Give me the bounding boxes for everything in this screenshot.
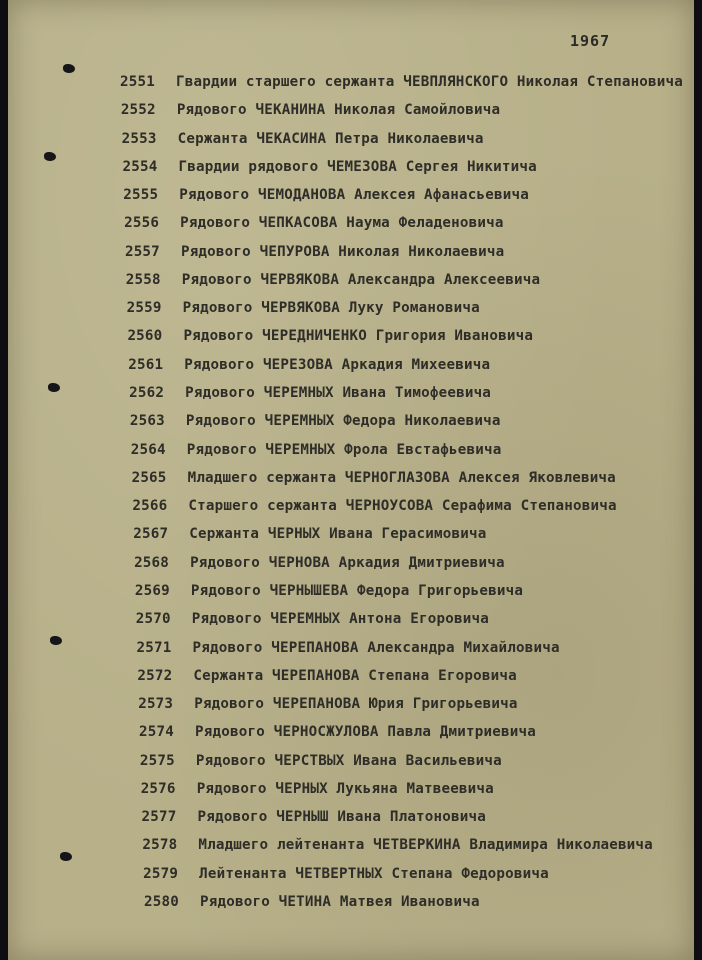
punch-hole [63, 64, 75, 73]
entry-text: Рядового ЧЕРЕМНЫХ Антона Егоровича [191, 611, 489, 628]
entry-text: Рядового ЧЕРНЫШ Ивана Платоновича [197, 809, 486, 826]
entry-number: 2564 [130, 441, 166, 458]
entry-text: Рядового ЧЕРЕПАНОВА Александра Михайловича [192, 639, 560, 656]
entry-number: 2578 [142, 837, 178, 854]
list-item [129, 383, 491, 403]
list-item [135, 581, 523, 601]
entry-number: 2556 [124, 215, 160, 232]
entry-text: Лейтенанта ЧЕТВЕРТНЫХ Степана Федоровича [199, 865, 549, 882]
entry-text: Рядового ЧЕРВЯКОВА Александра Алексеевича [181, 271, 541, 288]
entry-number: 2561 [128, 356, 164, 373]
entry-number: 2557 [124, 243, 160, 260]
list-item [130, 411, 501, 431]
entry-text: Рядового ЧЕКАНИНА Николая Самойловича [176, 102, 501, 119]
list-item [142, 807, 486, 827]
list-item [131, 440, 502, 460]
entry-text: Сержанта ЧЕРЕПАНОВА Степана Егоровича [193, 667, 517, 684]
entry-number: 2568 [134, 554, 170, 571]
entry-number: 2569 [134, 582, 170, 599]
entry-number: 2563 [129, 413, 165, 430]
list-item [138, 694, 517, 714]
entry-text: Гвардии старшего сержанта ЧЕВПЛЯНСКОГО Николая Степановича [176, 74, 684, 90]
entry-text: Рядового ЧЕРЕМНЫХ Фрола Евстафьевича [186, 441, 502, 458]
entry-text: Рядового ЧЕРЕМНЫХ Ивана Тимофеевича [185, 385, 492, 402]
list-item [137, 638, 560, 658]
entry-text: Рядового ЧЕРЕЗОВА Аркадия Михеевича [184, 356, 491, 373]
entry-number: 2574 [139, 724, 174, 741]
entry-text: Сержанта ЧЕРНЫХ Ивана Герасимовича [189, 526, 487, 543]
list-item [123, 185, 529, 205]
entry-number: 2559 [126, 300, 162, 317]
list-item [132, 468, 616, 488]
entry-number: 2576 [140, 780, 176, 797]
entry-number: 2572 [137, 667, 173, 684]
entry-text: Младшего сержанта ЧЕРНОГЛАЗОВА Алексея Яковлевича [187, 469, 616, 486]
entry-text: Рядового ЧЕРВЯКОВА Луку Романовича [182, 300, 480, 317]
document-page [8, 0, 694, 960]
punch-hole [48, 383, 60, 392]
list-item [124, 213, 503, 233]
punch-hole [60, 852, 72, 861]
entry-text: Рядового ЧЕРНЫШЕВА Федора Григорьевича [190, 582, 524, 599]
entry-text: Старшего сержанта ЧЕРНОУСОВА Серафима Степановича [188, 498, 617, 515]
entry-number: 2558 [125, 271, 161, 288]
list-item [127, 326, 533, 346]
entry-number: 2573 [138, 696, 174, 713]
page-number: 1967 [570, 32, 611, 50]
entry-number: 2567 [133, 526, 169, 543]
entry-number: 2566 [132, 498, 168, 515]
entry-number: 2562 [129, 385, 165, 402]
entry-number: 2555 [123, 187, 159, 204]
list-item [133, 524, 486, 544]
entry-number: 2554 [122, 158, 158, 175]
list-item [132, 496, 616, 516]
list-item [122, 129, 484, 149]
list-item [121, 100, 500, 120]
entry-text: Рядового ЧЕПУРОВА Николая Николаевича [180, 243, 505, 260]
punch-hole [44, 152, 56, 161]
list-item [125, 242, 504, 262]
entry-text: Рядового ЧЕРНОСЖУЛОВА Павла Дмитриевича [195, 724, 536, 741]
entry-text: Рядового ЧЕТИНА Матвея Ивановича [200, 894, 480, 910]
entry-text: Рядового ЧЕРНЫХ Лукьяна Матвеевича [196, 780, 494, 797]
list-item [120, 72, 683, 92]
entry-text: Младшего лейтенанта ЧЕТВЕРКИНА Владимира Николаевича [198, 837, 653, 854]
list-item [143, 864, 549, 884]
list-item [137, 666, 516, 686]
entry-text: Сержанта ЧЕКАСИНА Петра Николаевича [177, 130, 484, 147]
entry-number: 2560 [127, 328, 163, 345]
list-item [128, 355, 490, 375]
entry-number: 2575 [139, 752, 175, 769]
entry-text: Рядового ЧЕМОДАНОВА Алексея Афанасьевича [179, 187, 529, 204]
punch-hole [50, 636, 62, 645]
list-item [144, 892, 480, 912]
list-item [136, 609, 489, 629]
entry-number: 2580 [144, 894, 179, 910]
entry-text: Рядового ЧЕРЕМНЫХ Федора Николаевича [185, 413, 501, 430]
entry-text: Рядового ЧЕРСТВЫХ Ивана Васильевича [195, 752, 502, 769]
list-item [134, 553, 505, 573]
list-item [141, 779, 494, 799]
list-item [127, 298, 480, 318]
list-item [142, 835, 653, 855]
entry-text: Рядового ЧЕРЕДНИЧЕНКО Григория Ивановича [183, 328, 534, 345]
entry-number: 2551 [120, 74, 155, 90]
entry-text: Гвардии рядового ЧЕМЕЗОВА Сергея Никитича [178, 158, 537, 175]
entry-number: 2579 [143, 865, 179, 882]
entry-number: 2552 [120, 102, 156, 119]
entry-number: 2577 [141, 809, 177, 826]
entry-text: Рядового ЧЕРНОВА Аркадия Дмитриевича [190, 554, 505, 571]
entry-number: 2553 [121, 130, 157, 147]
entry-number: 2570 [135, 611, 171, 628]
list-item [122, 157, 536, 177]
list-item [139, 722, 536, 742]
list-item [126, 270, 540, 290]
entry-text: Рядового ЧЕРЕПАНОВА Юрия Григорьевича [194, 696, 518, 713]
entry-text: Рядового ЧЕПКАСОВА Наума Феладеновича [180, 215, 504, 232]
list-item [140, 751, 502, 771]
entry-number: 2571 [136, 639, 172, 656]
entry-number: 2565 [131, 469, 167, 486]
